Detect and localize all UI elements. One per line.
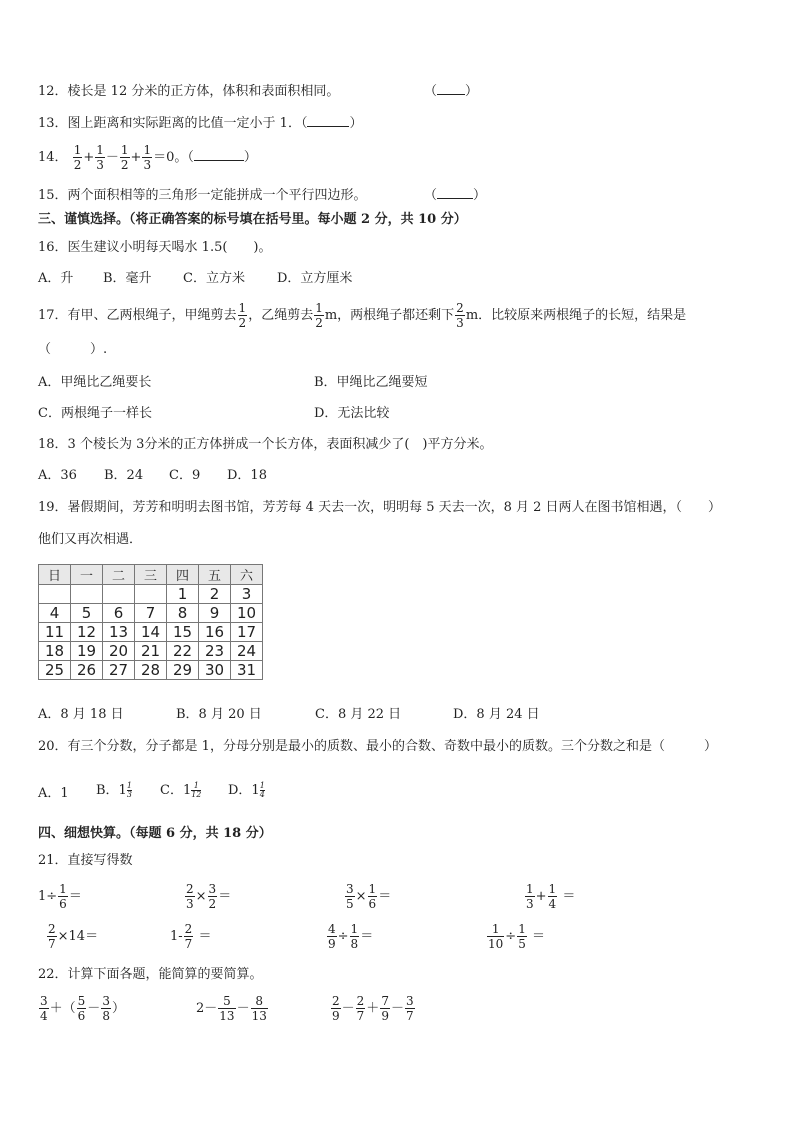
fraction: $\frac{5}{13}$ <box>219 994 235 1023</box>
fraction: $\frac{1}{5}$ <box>518 922 526 951</box>
q12-answer-blank[interactable]: （ ） <box>424 84 479 99</box>
question-17: 17．有甲、乙两根绳子，甲绳剪去 $\frac{1}{2}$ ，乙绳剪去 $\frac{1}{2}$ m，两根绳子都还剩下 $\frac{2}{3}$ m．比较原来两根绳子的长短，结果是 <box>38 301 687 330</box>
calendar-row: 1 2 3 <box>39 585 263 604</box>
question-20: 20．有三个分数，分子都是 1，分母分别是最小的质数、最小的合数、奇数中最小的质数。三个分数之和是（ ） <box>38 739 717 754</box>
q22-expression-2: 2－ $\frac{5}{13}$ － $\frac{8}{13}$ <box>196 994 267 1023</box>
fraction: $\frac{3}{5}$ <box>346 882 354 911</box>
q17-option-c[interactable]: C．两根绳子一样长 <box>38 406 152 421</box>
fraction: $\frac{1}{12}$ <box>191 781 202 799</box>
fraction: $\frac{1}{4}$ <box>548 882 557 911</box>
question-18: 18．3 个棱长为 3分米的正方体拼成一个长方体，表面积减少了( )平方分米。 <box>38 437 493 452</box>
q14-answer-blank[interactable] <box>194 150 244 161</box>
q18-option-a[interactable]: A．36 <box>38 468 77 483</box>
fraction: $\frac{1}{3}$ <box>126 781 132 799</box>
fraction: $\frac{3}{2}$ <box>208 882 217 911</box>
q20-option-d[interactable]: D．1 $\frac{1}{4}$ <box>228 781 265 799</box>
q21-item-6: 1- $\frac{2}{7}$ ＝ <box>170 922 212 951</box>
fraction: $\frac{1}{2}$ <box>238 301 247 330</box>
fraction: $\frac{2}{7}$ <box>356 994 365 1023</box>
fraction: $\frac{1}{6}$ <box>59 882 67 911</box>
q21-item-3: $\frac{3}{5}$ × $\frac{1}{6}$ ＝ <box>346 882 392 911</box>
fraction: $\frac{3}{8}$ <box>102 994 110 1023</box>
question-21: 21．直接写得数 <box>38 853 133 868</box>
q16-option-b[interactable]: B．毫升 <box>103 271 152 286</box>
fraction: $\frac{7}{9}$ <box>381 994 389 1023</box>
question-14: 14． $\frac{1}{2}$ + $\frac{1}{3}$ － $\frac{1}{2}$ + $\frac{1}{3}$ ＝0。（ ） <box>38 143 257 172</box>
fraction: $\frac{1}{6}$ <box>368 882 377 911</box>
fraction: $\frac{5}{6}$ <box>77 994 86 1023</box>
calendar-row: 4 5 6 7 8 9 10 <box>39 604 263 623</box>
q19-option-c[interactable]: C．8 月 22 日 <box>315 707 402 722</box>
fraction: $\frac{1}{3}$ <box>526 882 534 911</box>
calendar-header-row: 日 一 二 三 四 五 六 <box>39 565 263 585</box>
calendar-row: 25 26 27 28 29 30 31 <box>39 661 263 680</box>
q16-option-d[interactable]: D．立方厘米 <box>277 271 353 286</box>
section-4-heading: 四、细想快算。（每题 6 分，共 18 分） <box>38 826 272 841</box>
q19-option-a[interactable]: A．8 月 18 日 <box>38 707 124 722</box>
fraction: $\frac{1}{3}$ <box>96 143 104 172</box>
fraction: $\frac{1}{3}$ <box>143 143 152 172</box>
q21-item-7: $\frac{4}{9}$ ÷ $\frac{1}{8}$ ＝ <box>328 922 374 951</box>
fraction: $\frac{2}{9}$ <box>332 994 340 1023</box>
fraction: $\frac{3}{4}$ <box>40 994 48 1023</box>
fraction: $\frac{8}{13}$ <box>251 994 267 1023</box>
q21-item-8: $\frac{1}{10}$ ÷ $\frac{1}{5}$ ＝ <box>488 922 545 951</box>
question-13: 13．图上距离和实际距离的比值一定小于 1．（ ） <box>38 116 363 131</box>
question-19: 19．暑假期间，芳芳和明明去图书馆，芳芳每 4 天去一次，明明每 5 天去一次，8 月 2 日两人在图书馆相遇，（ ） <box>38 500 722 515</box>
question-16: 16．医生建议小明每天喝水 1.5( )。 <box>38 240 272 255</box>
question-19-line2: 他们又再次相遇． <box>38 532 143 547</box>
q13-answer-blank[interactable] <box>307 116 349 127</box>
q17-option-a[interactable]: A．甲绳比乙绳要长 <box>38 375 152 390</box>
fraction: $\frac{4}{9}$ <box>328 922 336 951</box>
fraction: $\frac{1}{4}$ <box>259 781 265 799</box>
calendar-table <box>38 564 263 680</box>
section-3-heading: 三、谨慎选择。（将正确答案的标号填在括号里。每小题 2 分，共 10 分） <box>38 212 467 227</box>
question-15: 15．两个面积相等的三角形一定能拼成一个平行四边形。 <box>38 188 367 203</box>
q16-option-a[interactable]: A．升 <box>38 271 74 286</box>
question-17-line2: （ ）. <box>38 342 108 357</box>
fraction: $\frac{1}{8}$ <box>350 922 359 951</box>
q22-expression-1: $\frac{3}{4}$ ＋（ $\frac{5}{6}$ － $\frac{3}{8}$ ） <box>40 994 125 1023</box>
fraction: $\frac{3}{7}$ <box>405 994 414 1023</box>
q19-option-d[interactable]: D．8 月 24 日 <box>453 707 540 722</box>
calendar-row: 18 19 20 21 22 23 24 <box>39 642 263 661</box>
q17-option-b[interactable]: B．甲绳比乙绳要短 <box>314 375 428 390</box>
q18-option-b[interactable]: B．24 <box>104 468 144 483</box>
q21-item-2: $\frac{2}{3}$ × $\frac{3}{2}$ ＝ <box>186 882 232 911</box>
fraction: $\frac{2}{3}$ <box>456 301 464 330</box>
q18-option-c[interactable]: C．9 <box>169 468 201 483</box>
q18-option-d[interactable]: D．18 <box>227 468 267 483</box>
q20-option-c[interactable]: C．1 $\frac{1}{12}$ <box>160 781 202 799</box>
q20-option-a[interactable]: A．1 <box>38 786 69 801</box>
question-22: 22．计算下面各题，能简算的要简算。 <box>38 967 263 982</box>
q15-answer-blank[interactable]: （ ） <box>424 188 487 203</box>
q21-item-5: $\frac{2}{7}$ ×14＝ <box>48 922 99 951</box>
q20-option-b[interactable]: B．1 $\frac{1}{3}$ <box>96 781 132 799</box>
question-12: 12．棱长是 12 分米的正方体，体积和表面积相同。 <box>38 84 340 99</box>
fraction: $\frac{2}{7}$ <box>48 922 56 951</box>
q21-item-1: 1÷ $\frac{1}{6}$ ＝ <box>38 882 82 911</box>
fraction: $\frac{2}{7}$ <box>184 922 193 951</box>
q22-expression-3: $\frac{2}{9}$ － $\frac{2}{7}$ ＋ $\frac{7}{9}$ － $\frac{3}{7}$ <box>332 994 414 1023</box>
fraction: $\frac{1}{2}$ <box>315 301 323 330</box>
q21-item-4: $\frac{1}{3}$ + $\frac{1}{4}$ ＝ <box>526 882 576 911</box>
fraction: $\frac{2}{3}$ <box>186 882 194 911</box>
q12-text: 12． <box>38 84 68 99</box>
calendar-row: 11 12 13 14 15 16 17 <box>39 623 263 642</box>
fraction: $\frac{1}{10}$ <box>488 922 504 951</box>
fraction: $\frac{1}{2}$ <box>73 143 82 172</box>
fraction: $\frac{1}{2}$ <box>120 143 129 172</box>
q16-option-c[interactable]: C．立方米 <box>183 271 245 286</box>
q19-option-b[interactable]: B．8 月 20 日 <box>176 707 262 722</box>
q17-option-d[interactable]: D．无法比较 <box>314 406 390 421</box>
